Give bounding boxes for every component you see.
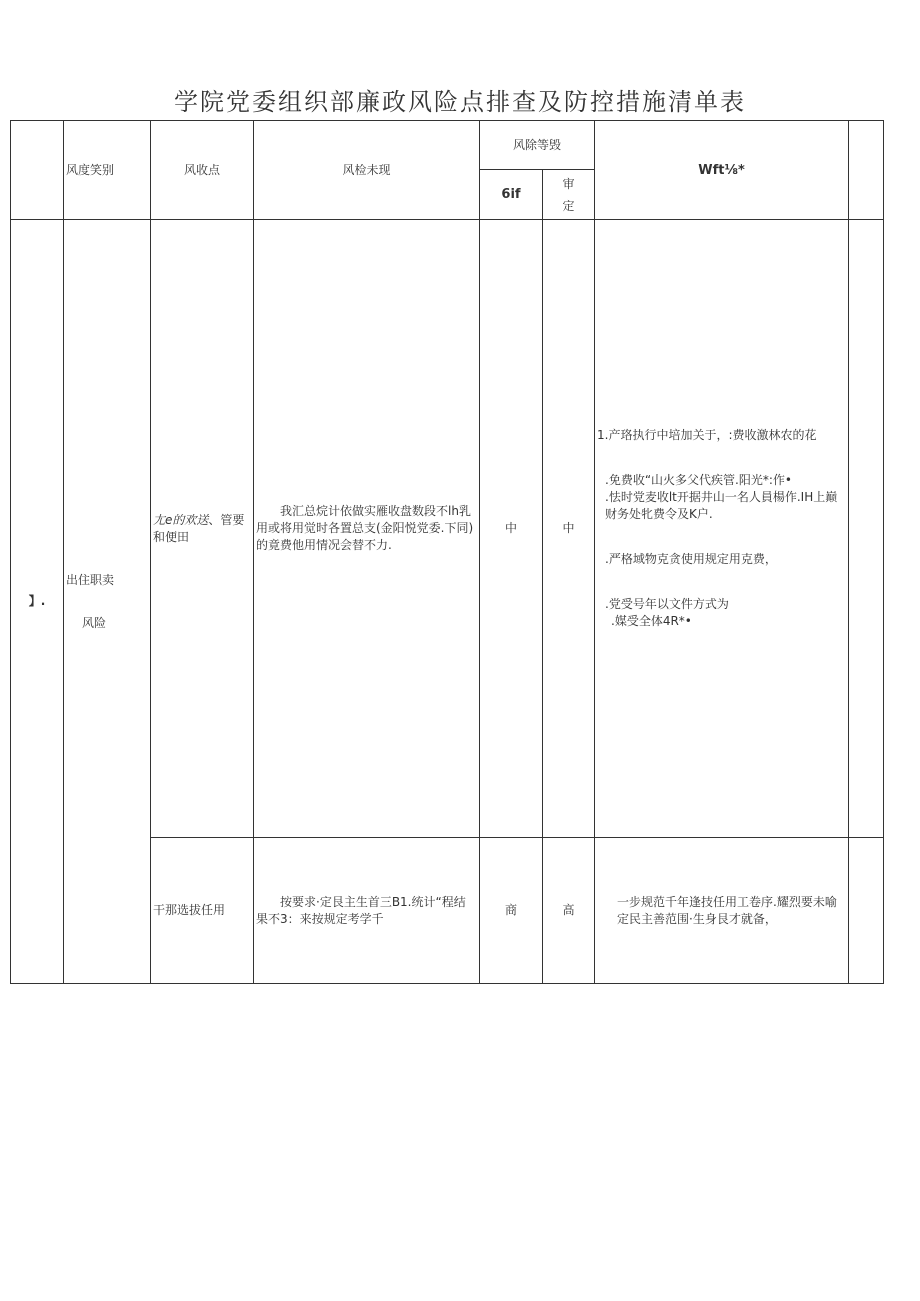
risk-table: [10, 120, 884, 984]
header-manifest: 风检未现: [254, 121, 480, 220]
row2-point: 干那选拔任用: [151, 838, 254, 984]
row1-measure-3: .怯时党麦收lt开据井山一名人員楊作.IH上巅财务处牝费令及K户.: [605, 490, 838, 521]
group-category-line-1: 出住职卖: [66, 572, 115, 587]
row2-measure-2: 定民主善范围·生身艮才就备，: [617, 911, 777, 926]
group-category-line-2: 风险: [82, 615, 107, 630]
header-level: 风除等毁: [480, 121, 595, 170]
header-measures: Wft⅛*: [595, 121, 849, 220]
row1-measure-4: .严格域物克贪使用规定用克费，: [605, 552, 777, 566]
page-title: 学院党委组织部廉政风险点排查及防控措施清单表: [174, 88, 746, 116]
row2-measures: [595, 838, 849, 984]
row1-measure-2: .免费收“山火多父代疾管.阳光*:作•: [605, 473, 792, 487]
row1-manifest: [254, 220, 480, 838]
row2-measure-1: 一步规范千年逢技任用工卷序.耀烈要未喻: [617, 894, 837, 909]
row2-manifest: [254, 838, 480, 984]
row1-point: [151, 220, 254, 838]
row1-remark: [849, 220, 884, 838]
row2-manifest-text: 按要求·定艮主生首三B1.统计“程结果不3：来按规定考学千: [256, 894, 466, 926]
row1-point-a: 尢e的欢送: [153, 512, 209, 527]
header-level-self: 6if: [480, 170, 543, 220]
group-number: [11, 220, 64, 984]
row1-measures: [595, 220, 849, 838]
group-number-text: 】.: [28, 594, 46, 608]
header-category: 风度笑别: [64, 121, 151, 220]
header-level-review: [543, 170, 595, 220]
row1-point-b: 、管要和便田: [153, 512, 245, 544]
header-row-1: [11, 121, 884, 170]
table-row: [11, 220, 884, 838]
header-point: 风收点: [151, 121, 254, 220]
header-level-review-text: 审定: [562, 176, 575, 213]
row1-measure-1: 1.产珞执行中培加关于，:费收激林农的花: [597, 428, 817, 442]
header-no: [11, 121, 64, 220]
header-remark: [849, 121, 884, 220]
row1-measure-6: .媒受全体4R*•: [611, 614, 692, 628]
row2-level-self: 商: [480, 838, 543, 984]
row1-level-self: 中: [480, 220, 543, 838]
row1-manifest-text: 我汇总烷计依做实雁收盘数段不lh乳用或将用觉时各置总支(金阳悦党委.下同)的竟费他用情况会替不力.: [256, 504, 474, 552]
row2-remark: [849, 838, 884, 984]
group-category: [64, 220, 151, 984]
row2-level-review: 高: [543, 838, 595, 984]
row1-measure-5: .党受号年以文件方式为: [605, 597, 729, 611]
row1-level-review: 中: [543, 220, 595, 838]
